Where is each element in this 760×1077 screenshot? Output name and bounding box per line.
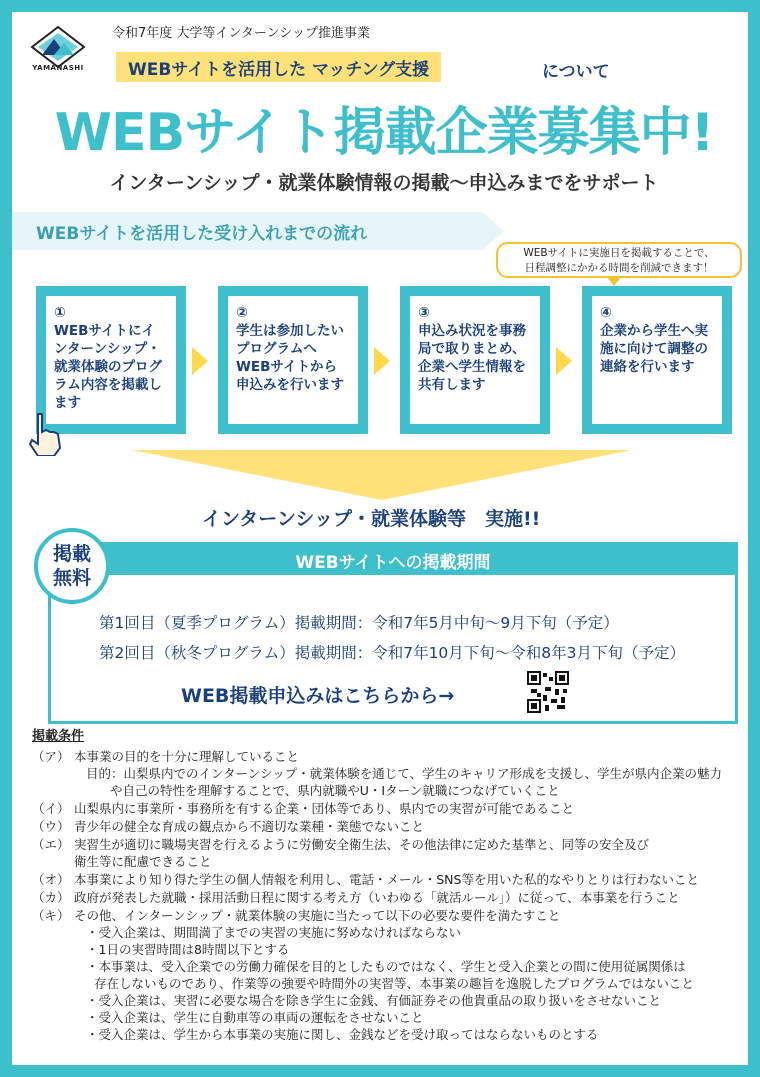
apply-link[interactable]: WEB掲載申込みはこちらから→ xyxy=(181,685,455,707)
requirement-item: ・本事業は、受入企業での労働力確保を目的としたものではなく、学生と受入企業との間に使用従属関係は xyxy=(86,959,686,974)
condition-text-line-1: 実習生が適切に職場実習を行えるように労働安全衛生法、その他法律に定めた基準と、同等の安全及び xyxy=(74,837,650,852)
period-round-1: 第1回目（夏季プログラム）掲載期間：令和7年5月中旬〜9月下旬（予定） xyxy=(99,614,619,632)
step-text: 企業から学生へ実施に向けて調整の連絡を行います xyxy=(600,323,708,375)
condition-mark: （オ） xyxy=(32,872,70,887)
period-round-2: 第2回目（秋冬プログラム）掲載期間：令和7年10月下旬〜令和8年3月下旬（予定） xyxy=(99,644,686,662)
arrow-right-icon xyxy=(374,347,390,375)
conditions-section xyxy=(32,728,748,1043)
condition-mark: （エ） xyxy=(32,837,70,852)
condition-a xyxy=(32,748,748,765)
step-text: 学生は参加したいプログラムへWEBサイトから申込みを行います xyxy=(236,323,344,393)
step-number: ④ xyxy=(600,305,612,321)
free-badge-line-1: 掲載 xyxy=(52,543,91,565)
page-title: WEBサイト掲載企業募集中! xyxy=(54,103,714,163)
down-arrow-icon xyxy=(132,450,632,500)
flow-step-3 xyxy=(400,286,550,434)
requirement-item: ・受入企業は、期間満了までの実習の実施に努めなければならない xyxy=(86,925,462,940)
qr-code-icon[interactable] xyxy=(527,671,569,713)
step-text: 申込み状況を事務局で取りまとめ、企業へ学生情報を共有します xyxy=(418,323,526,393)
condition-mark: （キ） xyxy=(32,908,70,923)
callout-line-2: 日程調整にかかる時間を削減できます！ xyxy=(524,262,714,274)
condition-text: その他、インターンシップ・就業体験の実施に当たって以下の必要な要件を満たすこと xyxy=(74,908,561,923)
requirement-item: ・受入企業は、学生から本事業の実施に関し、金銭などを受け取ってはならないものとする xyxy=(86,1027,599,1042)
implementation-label: インターンシップ・就業体験等 実施!! xyxy=(202,508,541,530)
requirement-item-continued: 存在しないものであり、作業等の強要や時間外の実習等、本事業の趣旨を逸脱したプログラムではないこと xyxy=(94,976,694,991)
logo-text: YAMANASHI xyxy=(32,64,84,72)
arrow-right-icon xyxy=(192,347,208,375)
conditions-title: 掲載条件 xyxy=(32,729,85,744)
period-heading: WEBサイトへの掲載期間 xyxy=(51,545,735,575)
callout-line-1: WEBサイトに実施日を掲載することで、 xyxy=(523,247,715,259)
condition-mark: （ウ） xyxy=(32,819,70,834)
condition-ki xyxy=(32,907,748,924)
arrow-right-icon xyxy=(556,347,572,375)
condition-text: 本事業により知り得た学生の個人情報を利用し、電話・メール・SNS等を用いた私的なやりとりは行わないこと xyxy=(74,872,699,887)
condition-text: 本事業の目的を十分に理解していること xyxy=(74,749,300,764)
flow-heading: WEBサイトを活用した受け入れまでの流れ xyxy=(36,223,368,244)
page-subtitle: インターンシップ・就業体験情報の掲載〜申込みまでをサポート xyxy=(109,172,659,194)
about-label: について xyxy=(542,62,610,82)
free-badge-line-2: 無料 xyxy=(52,567,91,589)
condition-mark: （ア） xyxy=(32,749,70,764)
step-number: ③ xyxy=(418,305,430,321)
program-label: 令和7年度 大学等インターンシップ推進事業 xyxy=(112,26,371,41)
free-badge xyxy=(34,528,110,604)
condition-mark: （イ） xyxy=(32,801,70,816)
condition-ka xyxy=(32,889,748,906)
requirement-item: ・受入企業は、学生に自動車等の車両の運転をさせないこと xyxy=(86,1010,424,1025)
step-text: WEBサイトにインターンシップ・就業体験のプログラム内容を掲載します xyxy=(54,323,162,411)
condition-o xyxy=(32,871,748,888)
condition-mark: （カ） xyxy=(32,890,70,905)
purpose-line-1: 目的：山梨県内でのインターンシップ・就業体験を通じて、学生のキャリア形成を支援し、学生が県内企業の魅力 xyxy=(86,766,722,781)
condition-text: 青少年の健全な育成の観点から不適切な業種・業態でないこと xyxy=(74,819,425,834)
requirement-item: ・1日の実習時間は8時間以下とする xyxy=(86,942,290,957)
condition-text xyxy=(74,836,748,870)
condition-i xyxy=(32,800,748,817)
step-number: ② xyxy=(236,305,248,321)
step-number: ① xyxy=(54,305,66,321)
flow-step-2 xyxy=(218,286,368,434)
purpose-line-2: や自己の特性を理解することで、県内就職やU・Iターン就職につなげていくこと xyxy=(110,783,560,798)
flow-step-4 xyxy=(582,286,732,434)
flow-heading-band xyxy=(12,212,482,250)
pointing-hand-icon xyxy=(26,410,68,456)
condition-text: 山梨県内に事業所・事務所を有する企業・団体等であり、県内での実習が可能であること xyxy=(74,801,575,816)
condition-u xyxy=(32,818,748,835)
matching-support-band: WEBサイトを活用した マッチング支援 xyxy=(116,52,441,82)
callout-bubble xyxy=(496,242,742,278)
condition-e xyxy=(32,836,748,870)
condition-text: 政府が発表した就職・採用活動日程に関する考え方（いわゆる「就活ルール」）に従って、本事業を行うこと xyxy=(74,890,680,905)
requirement-item: ・受入企業は、実習に必要な場合を除き学生に金銭、有価証券その他貴重品の取り扱いをさせないこと xyxy=(86,993,662,1008)
condition-text-line-2: 衛生等に配慮できること xyxy=(74,854,212,869)
period-box xyxy=(48,542,738,724)
